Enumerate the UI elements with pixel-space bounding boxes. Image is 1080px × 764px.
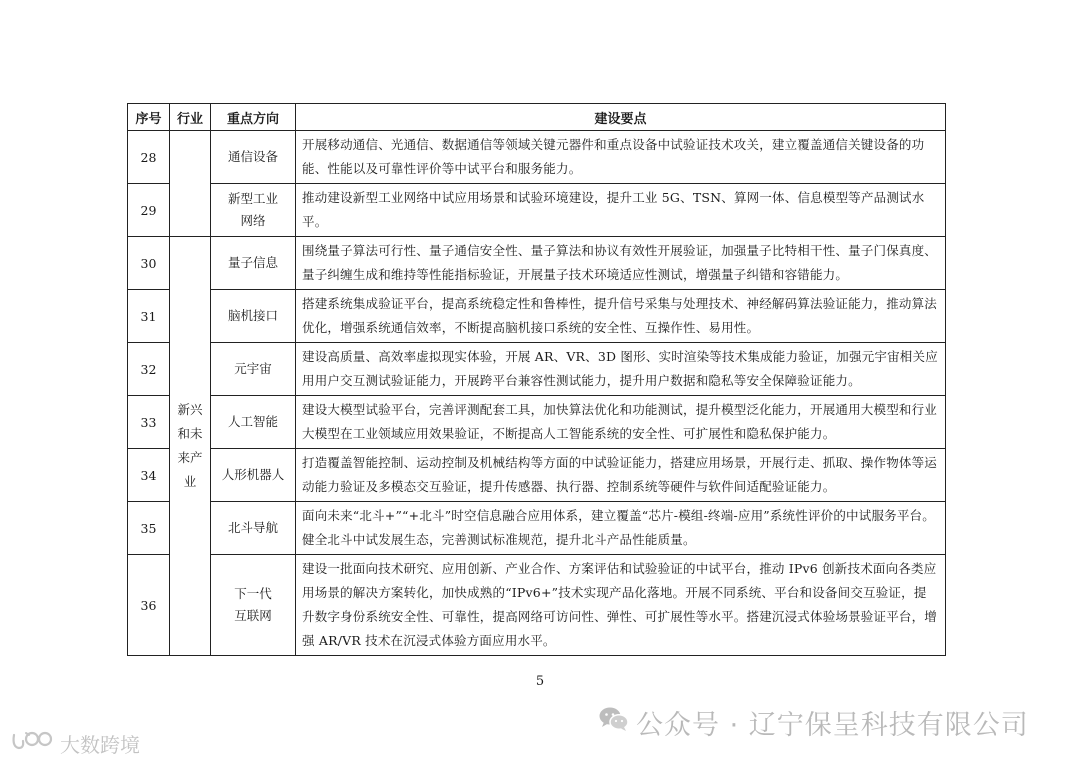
header-num: 序号 — [128, 104, 170, 131]
construction-points: 建设一批面向技术研究、应用创新、产业合作、方案评估和试验验证的中试平台，推动 IPv6 创新技术面向各类应用场景的解决方案转化，加快成熟的“IPv6+”技术实现产品化落地。开展不同系统、平台和设备间交互验证，提升数字身份系统安全性、可靠性，提高网络可访问性、弹性、可扩展性等水平。搭建沉浸式体验场景验证平台，增强 AR/VR 技术在沉浸式体验方面应用水平。 — [296, 555, 946, 656]
industry-line: 新兴 — [177, 402, 203, 417]
focus-direction — [211, 290, 296, 343]
direction-line: 元宇宙 — [234, 361, 272, 376]
brand-logo-icon — [10, 729, 54, 758]
table-row — [128, 237, 946, 290]
construction-points: 围绕量子算法可行性、量子通信安全性、量子算法和协议有效性开展验证，加强量子比特相干性、量子门保真度、量子纠缠生成和维持等性能指标验证，开展量子技术环境适应性测试，增强量子纠错和容错能力。 — [296, 237, 946, 290]
row-number: 33 — [128, 396, 170, 449]
direction-line: 人工智能 — [227, 414, 278, 429]
table-row — [128, 396, 946, 449]
row-number: 32 — [128, 343, 170, 396]
header-points: 建设要点 — [296, 104, 946, 131]
industry-line: 来产 — [177, 450, 203, 465]
industry-cell — [170, 237, 211, 656]
table-row — [128, 555, 946, 656]
row-number: 34 — [128, 449, 170, 502]
construction-points: 推动建设新型工业网络中试应用场景和试验环境建设，提升工业 5G、TSN、算网一体、信息模型等产品测试水平。 — [296, 184, 946, 237]
industry-cell-empty — [170, 131, 211, 237]
industry-line: 业 — [183, 474, 197, 489]
wechat-icon — [598, 705, 630, 740]
page-number: 5 — [535, 674, 545, 689]
header-direction: 重点方向 — [211, 104, 296, 131]
direction-line: 人形机器人 — [221, 467, 285, 482]
focus-direction — [211, 237, 296, 290]
direction-line: 量子信息 — [227, 255, 278, 270]
table-row — [128, 184, 946, 237]
header-industry: 行业 — [170, 104, 211, 131]
row-number: 30 — [128, 237, 170, 290]
construction-points: 建设高质量、高效率虚拟现实体验，开展 AR、VR、3D 图形、实时渲染等技术集成能力验证，加强元宇宙相关应用用户交互测试验证能力，开展跨平台兼容性测试能力，提升用户数据和隐私等安全保障验证能力。 — [296, 343, 946, 396]
table-row — [128, 131, 946, 184]
focus-direction — [211, 131, 296, 184]
focus-direction — [211, 184, 296, 237]
direction-line: 新型工业 — [227, 191, 278, 206]
table-row — [128, 343, 946, 396]
focus-direction — [211, 502, 296, 555]
direction-line: 脑机接口 — [227, 308, 278, 323]
table-row — [128, 449, 946, 502]
focus-direction — [211, 343, 296, 396]
table-header-row — [128, 104, 946, 131]
direction-line: 网络 — [240, 213, 266, 228]
industry-line: 和未 — [177, 426, 203, 441]
construction-points: 面向未来“北斗+”“+北斗”时空信息融合应用体系，建立覆盖“芯片-模组-终端-应用”系统性评价的中试服务平台。健全北斗中试发展生态，完善测试标准规范，提升北斗产品性能质量。 — [296, 502, 946, 555]
brand-watermark — [10, 728, 140, 758]
construction-points-table — [127, 103, 946, 656]
row-number: 28 — [128, 131, 170, 184]
direction-line: 下一代 — [234, 586, 272, 601]
row-number: 31 — [128, 290, 170, 343]
focus-direction — [211, 396, 296, 449]
row-number: 35 — [128, 502, 170, 555]
direction-line: 北斗导航 — [227, 520, 278, 535]
construction-points: 建设大模型试验平台，完善评测配套工具，加快算法优化和功能测试，提升模型泛化能力，开展通用大模型和行业大模型在工业领域应用效果验证，不断提高人工智能系统的安全性、可扩展性和隐私保护能力。 — [296, 396, 946, 449]
focus-direction — [211, 449, 296, 502]
row-number: 36 — [128, 555, 170, 656]
watermark-text: 大数跨境 — [60, 732, 140, 757]
table-row — [128, 290, 946, 343]
construction-points: 开展移动通信、光通信、数据通信等领域关键元器件和重点设备中试验证技术攻关，建立覆盖通信关键设备的功能、性能以及可靠性评价等中试平台和服务能力。 — [296, 131, 946, 184]
wechat-watermark — [598, 702, 1029, 742]
focus-direction — [211, 555, 296, 656]
direction-line: 通信设备 — [227, 149, 278, 164]
watermark-text: 公众号 · 辽宁保呈科技有限公司 — [636, 709, 1029, 741]
table-row — [128, 502, 946, 555]
direction-line: 互联网 — [234, 608, 272, 623]
construction-points: 打造覆盖智能控制、运动控制及机械结构等方面的中试验证能力，搭建应用场景，开展行走、抓取、操作物体等运动能力验证及多模态交互验证，提升传感器、执行器、控制系统等硬件与软件间适配验证能力。 — [296, 449, 946, 502]
row-number: 29 — [128, 184, 170, 237]
construction-points: 搭建系统集成验证平台，提高系统稳定性和鲁棒性，提升信号采集与处理技术、神经解码算法验证能力，推动算法优化，增强系统通信效率，不断提高脑机接口系统的安全性、互操作性、易用性。 — [296, 290, 946, 343]
